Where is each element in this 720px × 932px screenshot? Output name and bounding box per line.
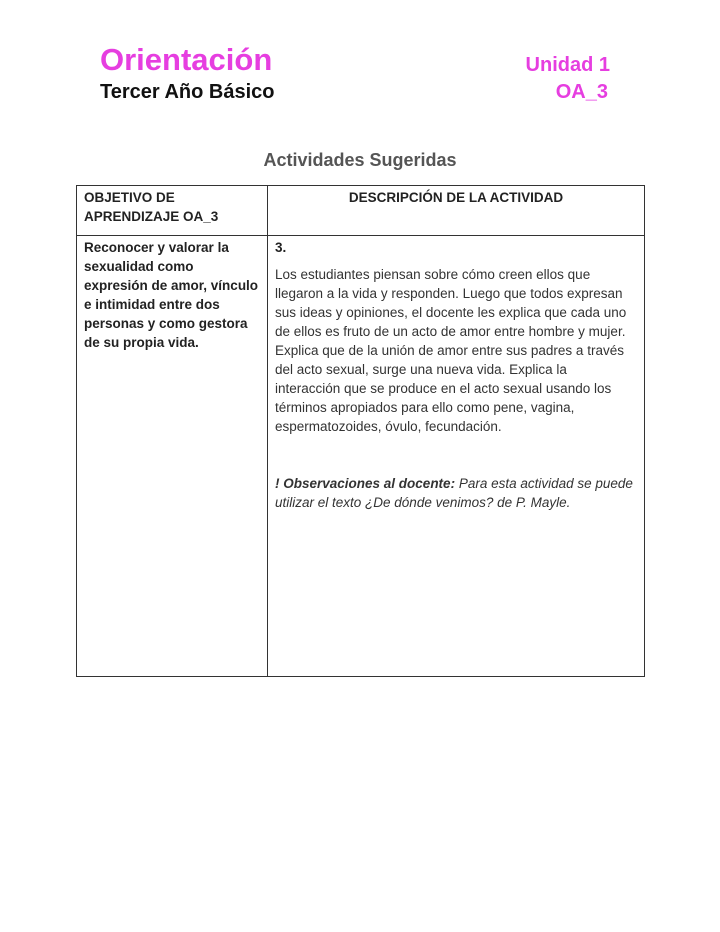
header-description-label: DESCRIPCIÓN DE LA ACTIVIDAD: [348, 190, 564, 205]
oa-code: OA_3: [555, 81, 608, 103]
objective-text: Reconocer y valorar la sexualidad como expresión de amor, vínculo e intimidad entre dos personas y como gestora de su propia vida.: [84, 240, 259, 350]
grade-level: Tercer Año Básico: [100, 81, 275, 103]
teacher-note: [268, 436, 644, 512]
unit-label: Unidad 1: [525, 54, 610, 76]
subject-title: Orientación: [100, 42, 273, 77]
teacher-note-label: ! Observaciones al docente:: [275, 476, 456, 491]
table-header-row: [77, 186, 645, 236]
description-cell: [268, 236, 645, 677]
objective-cell: [77, 236, 268, 677]
header-objective-label: OBJETIVO DE APRENDIZAJE OA_3: [84, 190, 219, 224]
activities-table: [76, 185, 645, 677]
section-title: Actividades Sugeridas: [263, 150, 457, 170]
table-row: [77, 236, 645, 677]
activity-number: 3.: [275, 240, 287, 255]
header-cell-objective: [77, 186, 268, 236]
teacher-note-text: Para esta actividad se puede utilizar el texto ¿De dónde venimos? de P. Mayle.: [275, 476, 633, 510]
header-cell-description: [268, 186, 645, 236]
activity-description: Los estudiantes piensan sobre cómo creen ellos que llegaron a la vida y responden. Luego que todos expresan sus ideas y opiniones, el docente les explica que cada uno de ellos es fruto de un acto de amor entre hombre y mujer. Explica que de la unión de amor entre sus padres a través del acto sexual, surge una nueva vida. Explica la interacción que se produce en el acto sexual usando los términos apropiados para ello como pene, vagina, espermatozoides, óvulo, fecundación.: [275, 267, 627, 434]
